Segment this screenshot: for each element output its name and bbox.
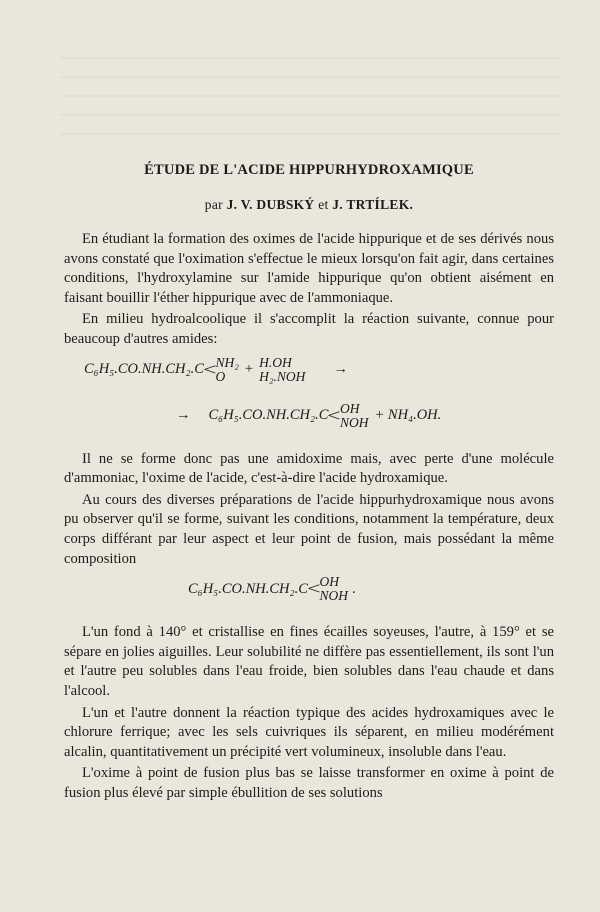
author-1: J. V. DUBSKÝ xyxy=(226,197,315,212)
paragraph-5: L'un fond à 140° et cristallise en fines écailles soyeuses, l'autre, à 159° et se sépare en jolies aiguilles. Leur solubilité ne diffère pas essentiellement, ils sont l'un et l'autre peu solubles dans l'eau froide, bien solubles dans l'eau chaude et dans l'alcool. xyxy=(64,624,554,699)
eq3-fraction xyxy=(319,575,348,603)
eq2-bracket: < xyxy=(327,405,341,425)
eq1-reag-bot: H₂.NOH xyxy=(259,368,306,384)
eq1-arrow: → xyxy=(333,361,348,378)
eq2-arrow: → xyxy=(176,407,191,424)
eq1-reagent xyxy=(259,356,305,384)
paragraph-1: En étudiant la formation des oximes de l'acide hippurique et de ses dérivés nous avons constaté que l'oximation s'effectue le mieux lorsqu'on fait agir, dans certaines conditions, l'hydroxylamine sur l'amide hippurique qu'on obtient aisément en faisant bouillir l'éther hippurique avec de l'ammoniaque. xyxy=(64,231,554,306)
eq3-frac-bot: NOH xyxy=(319,588,348,604)
eq1-reag-top: H.OH xyxy=(259,354,292,370)
eq2-right: + NH₄.OH. xyxy=(374,407,442,424)
eq2-frac-top: OH xyxy=(339,400,360,416)
equation-3 xyxy=(188,575,554,615)
author-2: J. TRTÍLEK. xyxy=(332,197,414,212)
eq3-end: . xyxy=(351,580,356,597)
eq3-left: C₆H₅.CO.NH.CH₂.C xyxy=(188,580,308,597)
eq2-fraction xyxy=(340,402,369,430)
paragraph-6: L'un et l'autre donnent la réaction typique des acides hydroxamiques avec le chlorure ferrique; avec les sels cuivriques ils séparent, en milieu modérément alcalin, quantitativement un précipité vert volumineux, insoluble dans l'eau. xyxy=(64,704,554,760)
byline-prefix: par xyxy=(204,197,223,212)
eq1-plus: + xyxy=(244,361,254,378)
eq2-frac-bot: NOH xyxy=(339,414,369,430)
eq1-left: C₆H₅.CO.NH.CH₂.C xyxy=(84,361,204,378)
eq3-frac-top: OH xyxy=(319,574,339,590)
byline-conj: et xyxy=(318,197,329,212)
paragraph-3: Il ne se forme donc pas une amidoxime mais, avec perte d'une molécule d'ammoniac, l'oxime de l'acide, c'est-à-dire l'acide hydroxamique. xyxy=(64,450,554,487)
article-title: ÉTUDE DE L'ACIDE HIPPURHYDROXAMIQUE xyxy=(144,162,474,178)
eq1-fraction xyxy=(215,356,238,384)
byline xyxy=(64,197,554,213)
show-through-text xyxy=(60,40,560,150)
equation-1 xyxy=(84,356,554,396)
eq3-bracket: < xyxy=(306,579,321,599)
paragraph-2: En milieu hydroalcoolique il s'accomplit la réaction suivante, connue pour beaucoup d'autres amides: xyxy=(64,311,554,347)
paragraph-4: Au cours des diverses préparations de l'acide hippurhydroxamique nous avons pu observer qu'il se forme, suivant les conditions, notamment la température, deux corps différant par leur aspect et leur point de fusion, mais possédant la même composition xyxy=(64,491,554,567)
eq2-left: C₆H₅.CO.NH.CH₂.C xyxy=(208,407,329,424)
equation-2 xyxy=(176,402,554,442)
paragraph-7: L'oxime à point de fusion plus bas se laisse transformer en oxime à point de fusion plus élevé par simple ébullition de ses solutions xyxy=(64,765,554,801)
eq1-frac-bot: O xyxy=(215,368,226,384)
eq1-bracket: < xyxy=(202,359,217,379)
eq1-frac-top: NH₂ xyxy=(215,354,239,370)
